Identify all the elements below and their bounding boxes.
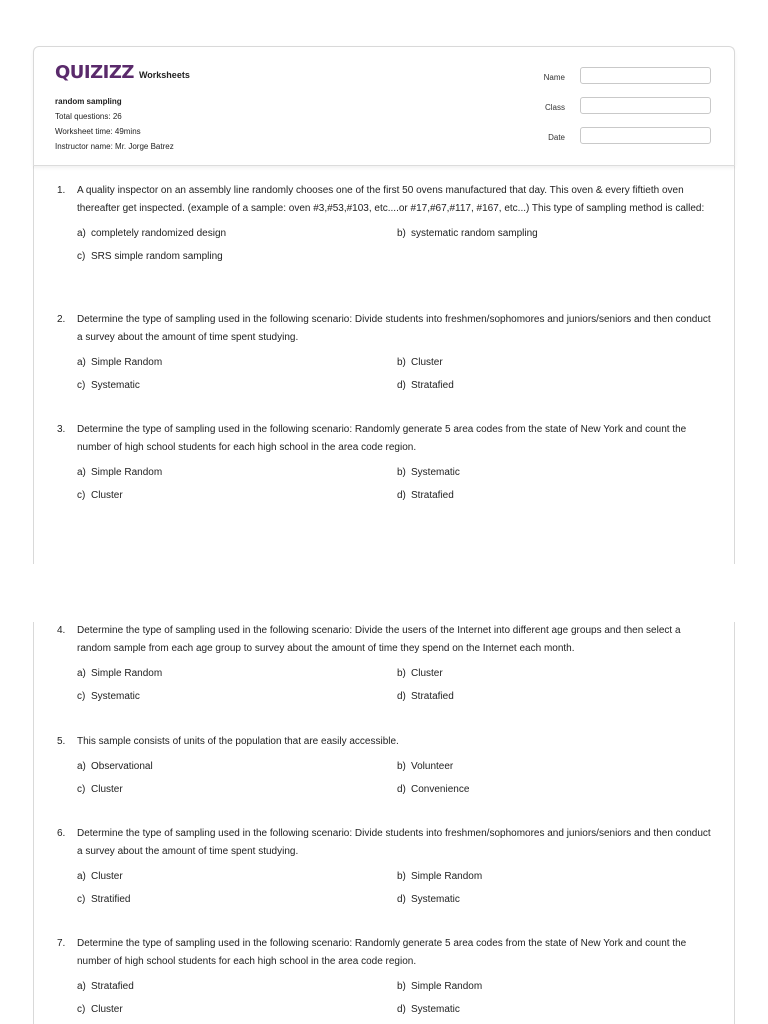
option-b[interactable]: b) Volunteer: [397, 761, 454, 772]
option-a[interactable]: a) Simple Random: [77, 467, 163, 478]
quizizz-logo: QUIZIZZ: [55, 62, 134, 83]
option-c[interactable]: c) Systematic: [77, 380, 140, 391]
instructor-name: Instructor name: Mr. Jorge Batrez: [55, 142, 174, 151]
option-b[interactable]: b) Simple Random: [397, 981, 483, 992]
question-text: Determine the type of sampling used in the following scenario: Randomly generate 5 area codes from the state of New York and count the number of high school students for each high school in the area code region.: [77, 424, 687, 453]
question-number: 6.: [57, 828, 66, 839]
question-4: [57, 622, 717, 708]
answer-options: [77, 228, 717, 268]
worksheet-meta: [55, 94, 174, 154]
question-number: 3.: [57, 424, 66, 435]
date-label: Date: [548, 133, 565, 142]
date-input[interactable]: [580, 127, 711, 144]
total-questions: Total questions: 26: [55, 112, 122, 121]
option-a[interactable]: a) Stratafied: [77, 981, 134, 992]
name-field-row: [511, 66, 711, 96]
question-1: [57, 182, 717, 268]
question-text: Determine the type of sampling used in the following scenario: Randomly generate 5 area codes from the state of New York and count the number of high school students for each high school in the area code region.: [77, 938, 687, 967]
option-a[interactable]: a) completely randomized design: [77, 228, 227, 239]
class-field-row: [511, 96, 711, 126]
worksheet-time: Worksheet time: 49mins: [55, 127, 141, 136]
question-text: Determine the type of sampling used in the following scenario: Divide students into freshmen/sophomores and juniors/seniors and then conduct a survey about the amount of time spent studying.: [77, 828, 711, 857]
option-c[interactable]: c) Systematic: [77, 691, 140, 702]
option-b[interactable]: b) Cluster: [397, 668, 443, 679]
option-d[interactable]: d) Systematic: [397, 894, 460, 905]
option-a[interactable]: a) Simple Random: [77, 668, 163, 679]
name-label: Name: [543, 73, 565, 82]
option-d[interactable]: d) Stratafied: [397, 490, 454, 501]
answer-options: [77, 981, 717, 1021]
brand-subtitle: Worksheets: [138, 70, 190, 80]
question-text: This sample consists of units of the population that are easily accessible.: [77, 736, 399, 747]
question-number: 1.: [57, 185, 66, 196]
answer-options: [77, 761, 717, 801]
worksheet-header: [33, 46, 735, 166]
option-a[interactable]: a) Cluster: [77, 871, 123, 882]
class-label: Class: [544, 103, 565, 112]
option-d[interactable]: d) Stratafied: [397, 691, 454, 702]
answer-options: [77, 467, 717, 507]
option-c[interactable]: c) Cluster: [77, 1004, 123, 1015]
option-c[interactable]: c) SRS simple random sampling: [77, 251, 223, 262]
question-number: 5.: [57, 736, 66, 747]
option-b[interactable]: b) Systematic: [397, 467, 460, 478]
option-a[interactable]: a) Simple Random: [77, 357, 163, 368]
option-b[interactable]: b) Cluster: [397, 357, 443, 368]
answer-options: [77, 357, 717, 397]
question-5: [57, 733, 717, 801]
date-field-row: [511, 126, 711, 156]
class-input[interactable]: [580, 97, 711, 114]
option-c[interactable]: c) Cluster: [77, 784, 123, 795]
option-b[interactable]: b) systematic random sampling: [397, 228, 538, 239]
answer-options: [77, 871, 717, 911]
student-fields: [511, 66, 711, 156]
question-3: [57, 421, 717, 507]
question-7: [57, 935, 717, 1021]
question-number: 4.: [57, 625, 66, 636]
question-text: A quality inspector on an assembly line randomly chooses one of the first 50 ovens manufactured that day. This oven & every fiftieth oven thereafter get inspected. (example of a sample: oven #3,#53,#103, etc....or #17,#67,#117, #167, etc...) This type of sampling method is called:: [77, 185, 705, 214]
option-d[interactable]: d) Systematic: [397, 1004, 460, 1015]
option-b[interactable]: b) Simple Random: [397, 871, 483, 882]
worksheet-title: random sampling: [55, 97, 122, 106]
question-number: 2.: [57, 314, 66, 325]
answer-options: [77, 668, 717, 708]
question-2: [57, 311, 717, 397]
option-d[interactable]: d) Stratafied: [397, 380, 454, 391]
question-number: 7.: [57, 938, 66, 949]
question-6: [57, 825, 717, 911]
brand: [55, 62, 190, 83]
question-text: Determine the type of sampling used in the following scenario: Divide students into freshmen/sophomores and juniors/seniors and then conduct a survey about the amount of time spent studying.: [77, 314, 711, 343]
question-text: Determine the type of sampling used in the following scenario: Divide the users of the Internet into different age groups and then select a random sample from each age group to survey about the amount of time they spend on the Internet each month.: [77, 625, 681, 654]
option-a[interactable]: a) Observational: [77, 761, 153, 772]
option-c[interactable]: c) Stratified: [77, 894, 131, 905]
option-c[interactable]: c) Cluster: [77, 490, 123, 501]
name-input[interactable]: [580, 67, 711, 84]
option-d[interactable]: d) Convenience: [397, 784, 470, 795]
